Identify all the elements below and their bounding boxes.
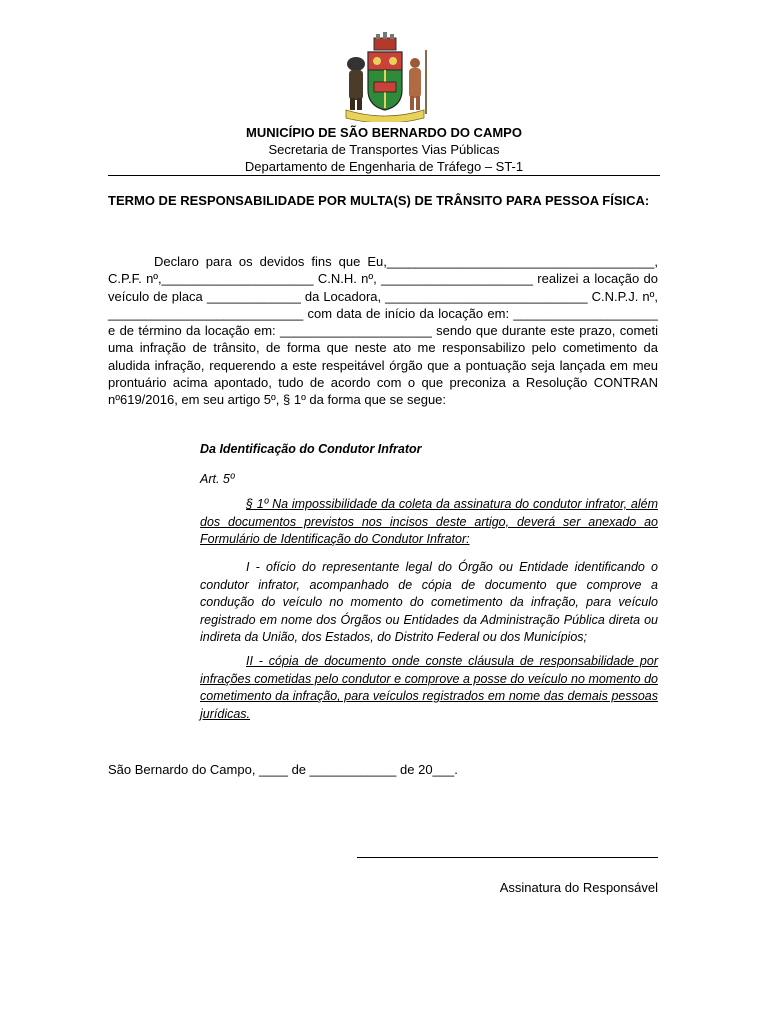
quote-article: Art. 5º [200, 472, 235, 486]
municipality-title: MUNICÍPIO DE SÃO BERNARDO DO CAMPO [246, 125, 522, 140]
secretariat-name: Secretaria de Transportes Vias Públicas [268, 142, 500, 157]
document-title: TERMO DE RESPONSABILIDADE POR MULTA(S) DE TRÂNSITO PARA PESSOA FÍSICA: [108, 193, 650, 208]
place-and-date: São Bernardo do Campo, ____ de ____________ de 20___. [108, 762, 458, 777]
header-divider [108, 175, 660, 176]
quote-paragraph-1-text: § 1º Na impossibilidade da coleta da assinatura do condutor infrator, além dos documentos previstos nos incisos deste artigo, deverá ser anexado ao Formulário de Identificação do Condutor Infrator: [200, 497, 658, 547]
quote-paragraph-1 [200, 496, 658, 549]
quote-item-2 [200, 653, 658, 723]
quote-item-2-text: II - cópia de documento onde conste cláusula de responsabilidade por infrações cometidas pelo condutor e comprove a posse do veículo no momento do cometimento da infração, para veículos registrados em nome das demais pessoas jurídicas. [200, 654, 658, 721]
municipal-coat-of-arms [338, 30, 432, 122]
signature-line [357, 857, 658, 858]
quote-item-1-text: I - ofício do representante legal do Órgão ou Entidade identificando o condutor infrator, acompanhado de cópia de documento que comprove a condução do veículo no momento do cometimento da infração, para veículo registrado em nome dos Órgãos ou Entidades da Administração Pública direta ou indireta da União, dos Estados, do Distrito Federal ou dos Municípios; [200, 560, 658, 645]
quote-item-1 [200, 559, 658, 647]
quote-heading: Da Identificação do Condutor Infrator [200, 442, 422, 456]
declaration-paragraph [108, 253, 658, 409]
signature-label: Assinatura do Responsável [499, 880, 658, 895]
declaration-text: Declaro para os devidos fins que Eu,_____________________________________, C.P.F. nº,_____________________ C.N.H. nº, _____________________ realizei a locação do veículo de placa _____________ da Locadora, ____________________________ C.N.P.J. nº, ___________________________ com data de início da locação em: ____________________ e de término da locação em: _____________________ sendo que durante este prazo, cometi uma infração de trânsito, de forma que neste ato me responsabilizo pelo cometimento da aludida infração, requerendo a este respeitável órgão que a pontuação seja lançada em meu prontuário acima apontado, tudo de acordo com o que preconiza a Resolução CONTRAN nº619/2016, em seu artigo 5º, § 1º da forma que se segue: [108, 254, 658, 408]
department-name: Departamento de Engenharia de Tráfego – ST-1 [244, 159, 524, 174]
